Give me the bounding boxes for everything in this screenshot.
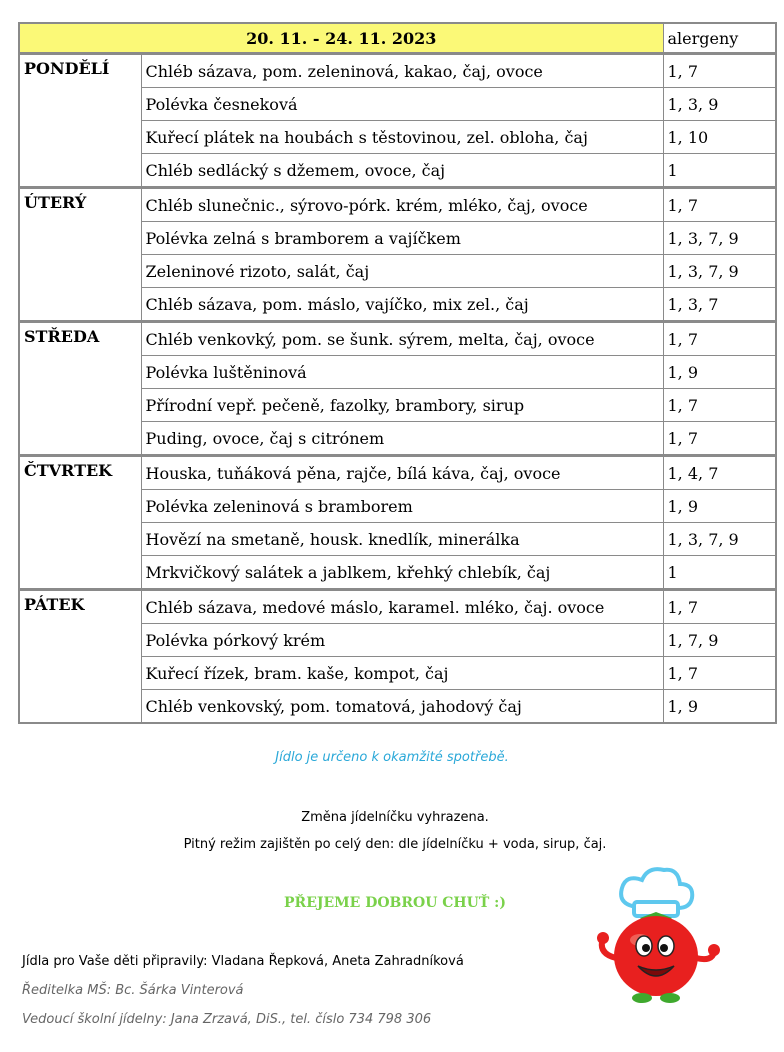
canteen-head-credit: Vedoucí školní jídelny: Jana Zrzavá, DiS., tel. číslo 734 798 306 xyxy=(22,1012,432,1027)
menu-table xyxy=(18,22,777,724)
allergens-cell: 1, 7, 9 xyxy=(663,624,776,657)
allergens-cell: 1, 9 xyxy=(663,690,776,724)
meal-cell: Chléb sázava, medové máslo, karamel. mléko, čaj. ovoce xyxy=(141,590,663,624)
allergens-cell: 1, 7 xyxy=(663,590,776,624)
meal-cell: Chléb sedlácký s džemem, ovoce, čaj xyxy=(141,154,663,188)
meal-cell: Mrkvičkový salátek a jablkem, křehký chlebík, čaj xyxy=(141,556,663,590)
meal-cell: Polévka zeleninová s bramborem xyxy=(141,490,663,523)
allergens-cell: 1, 3, 7 xyxy=(663,288,776,322)
allergens-cell: 1 xyxy=(663,556,776,590)
meal-cell: Hovězí na smetaně, housk. knedlík, minerálka xyxy=(141,523,663,556)
day-name: ČTVRTEK xyxy=(19,456,141,590)
meal-cell: Kuřecí řízek, bram. kaše, kompot, čaj xyxy=(141,657,663,690)
menu-row xyxy=(19,188,776,222)
allergens-cell: 1, 4, 7 xyxy=(663,456,776,490)
header-row xyxy=(19,23,776,54)
day-name: STŘEDA xyxy=(19,322,141,456)
meal-cell: Houska, tuňáková pěna, rajče, bílá káva, čaj, ovoce xyxy=(141,456,663,490)
meal-cell: Kuřecí plátek na houbách s těstovinou, zel. obloha, čaj xyxy=(141,121,663,154)
meal-cell: Chléb sázava, pom. máslo, vajíčko, mix zel., čaj xyxy=(141,288,663,322)
bon-appetit-text: PŘEJEME DOBROU CHUŤ :) xyxy=(284,895,506,911)
menu-row xyxy=(19,54,776,88)
allergens-cell: 1 xyxy=(663,154,776,188)
allergens-cell: 1, 3, 7, 9 xyxy=(663,222,776,255)
allergens-cell: 1, 7 xyxy=(663,422,776,456)
menu-row xyxy=(19,322,776,356)
day-name: PONDĚLÍ xyxy=(19,54,141,188)
meal-cell: Polévka zelná s bramborem a vajíčkem xyxy=(141,222,663,255)
tomato-chef-icon xyxy=(594,862,720,1004)
meal-cell: Polévka česneková xyxy=(141,88,663,121)
meal-cell: Puding, ovoce, čaj s citrónem xyxy=(141,422,663,456)
meal-cell: Polévka pórkový krém xyxy=(141,624,663,657)
consumption-note: Jídlo je určeno k okamžité spotřebě. xyxy=(275,750,509,765)
allergens-cell: 1, 3, 7, 9 xyxy=(663,255,776,288)
meal-cell: Chléb venkovský, pom. tomatová, jahodový čaj xyxy=(141,690,663,724)
allergens-cell: 1, 9 xyxy=(663,490,776,523)
allergens-cell: 1, 9 xyxy=(663,356,776,389)
day-name: PÁTEK xyxy=(19,590,141,724)
allergens-cell: 1, 7 xyxy=(663,322,776,356)
headmistress-credit: Ředitelka MŠ: Bc. Šárka Vinterová xyxy=(22,983,244,998)
drinking-note: Pitný režim zajištěn po celý den: dle jídelníčku + voda, sirup, čaj. xyxy=(183,837,607,852)
allergens-header: alergeny xyxy=(663,23,776,54)
meal-cell: Přírodní vepř. pečeně, fazolky, brambory, sirup xyxy=(141,389,663,422)
change-note: Změna jídelníčku vyhrazena. xyxy=(301,810,489,825)
cooks-credit: Jídla pro Vaše děti připravily: Vladana Řepková, Aneta Zahradníková xyxy=(22,954,464,969)
allergens-cell: 1, 10 xyxy=(663,121,776,154)
meal-cell: Chléb slunečnic., sýrovo-pórk. krém, mléko, čaj, ovoce xyxy=(141,188,663,222)
allergens-cell: 1, 7 xyxy=(663,657,776,690)
allergens-cell: 1, 7 xyxy=(663,389,776,422)
allergens-cell: 1, 7 xyxy=(663,54,776,88)
menu-row xyxy=(19,456,776,490)
meal-cell: Polévka luštěninová xyxy=(141,356,663,389)
meal-cell: Zeleninové rizoto, salát, čaj xyxy=(141,255,663,288)
week-dates: 20. 11. - 24. 11. 2023 xyxy=(19,23,663,54)
day-name: ÚTERÝ xyxy=(19,188,141,322)
allergens-cell: 1, 7 xyxy=(663,188,776,222)
meal-cell: Chléb venkovký, pom. se šunk. sýrem, melta, čaj, ovoce xyxy=(141,322,663,356)
allergens-cell: 1, 3, 7, 9 xyxy=(663,523,776,556)
allergens-cell: 1, 3, 9 xyxy=(663,88,776,121)
meal-cell: Chléb sázava, pom. zeleninová, kakao, čaj, ovoce xyxy=(141,54,663,88)
menu-row xyxy=(19,590,776,624)
